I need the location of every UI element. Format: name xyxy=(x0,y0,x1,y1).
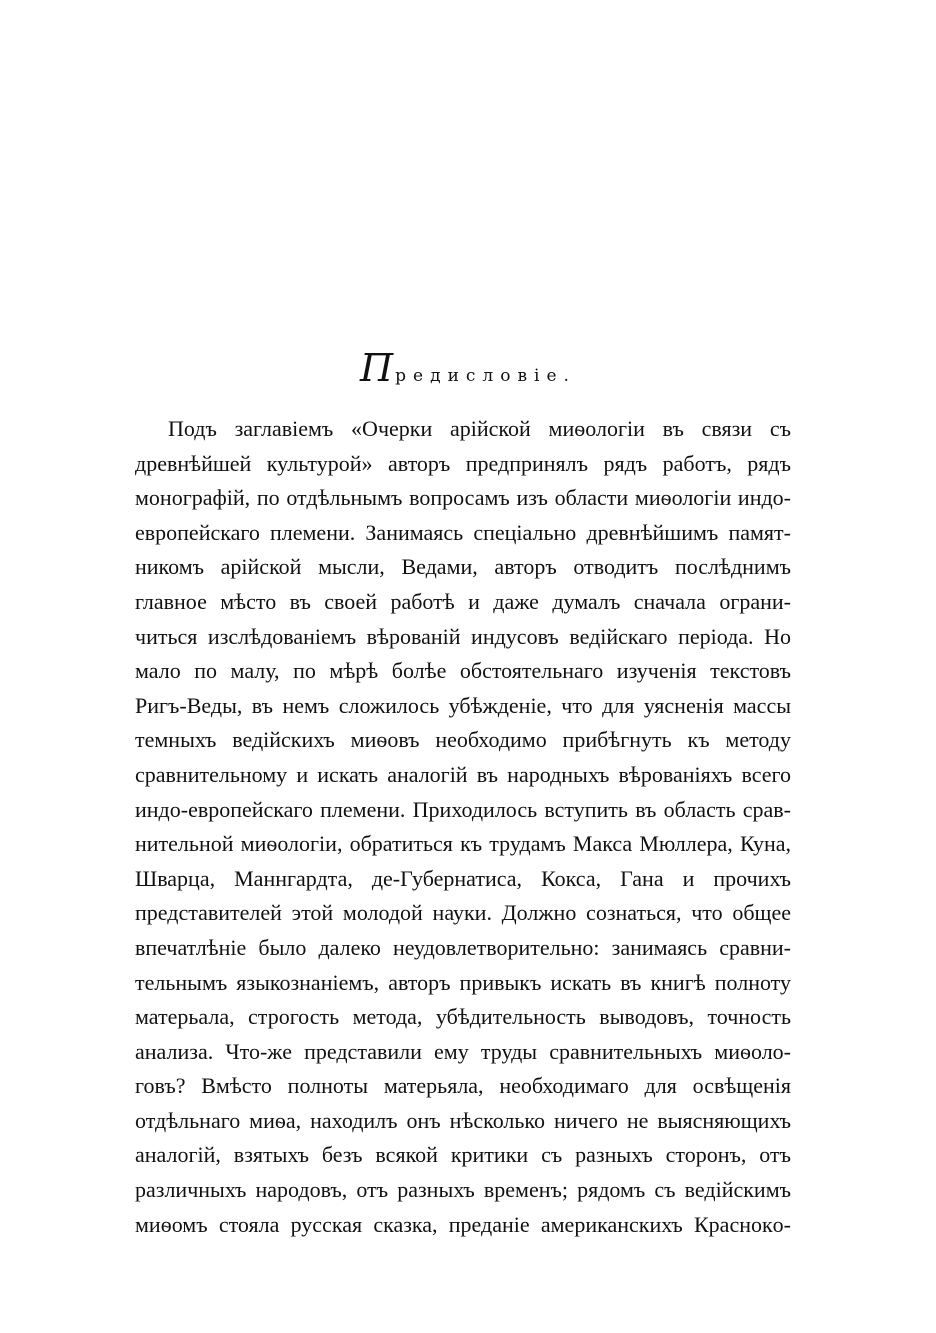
title-initial: П xyxy=(360,346,394,390)
text-line: анализа. Что-же представили ему труды сравнительныхъ миѳоло- xyxy=(135,1038,791,1064)
text-line: мало по малу, по мѣрѣ болѣе обстоятельнаго изученія текстовъ xyxy=(135,658,791,684)
text-line: Ригъ-Веды, въ немъ сложилось убѣжденіе, что для уясненія массы xyxy=(135,692,791,718)
title-rest: редисловіе. xyxy=(395,366,576,386)
text-line: монографій, по отдѣльнымъ вопросамъ изъ области миѳологіи индо- xyxy=(135,485,791,511)
text-line: тельнымъ языкознаніемъ, авторъ привыкъ искать въ книгѣ полноту xyxy=(135,969,791,995)
page-title xyxy=(0,348,936,396)
text-line: впечатлѣніе было далеко неудовлетворительно: занимаясь сравни- xyxy=(135,934,791,960)
text-line: читься изслѣдованіемъ вѣрованій индусовъ ведійскаго періода. Но xyxy=(135,623,791,649)
text-line: европейскаго племени. Занимаясь спеціально древнѣйшимъ памят- xyxy=(135,519,791,545)
text-line: главное мѣсто въ своей работѣ и даже думалъ сначала ограни- xyxy=(135,588,791,614)
body-text xyxy=(135,412,791,1242)
text-line: отдѣльнаго миѳа, находилъ онъ нѣсколько ничего не выясняющихъ xyxy=(135,1107,791,1133)
text-line: Шварца, Маннгардта, де-Губернатиса, Кокса, Гана и прочихъ xyxy=(135,865,791,891)
text-line: говъ? Вмѣсто полноты матерьяла, необходимаго для освѣщенія xyxy=(135,1073,791,1099)
text-line: различныхъ народовъ, отъ разныхъ временъ; рядомъ съ ведійскимъ xyxy=(135,1177,791,1203)
text-line: миѳомъ стояла русская сказка, преданіе американскихъ Краснокo- xyxy=(135,1211,791,1237)
text-line: матерьала, строгость метода, убѣдительность выводовъ, точность xyxy=(135,1004,791,1030)
text-line: Подъ заглавіемъ «Очерки арійской миѳологіи въ связи съ xyxy=(168,416,791,441)
text-line: нительной миѳологіи, обратиться къ трудамъ Макса Мюллера, Куна, xyxy=(135,831,791,857)
text-line: никомъ арійской мысли, Ведами, авторъ отводитъ послѣднимъ xyxy=(135,554,791,580)
text-line: представителей этой молодой науки. Должно сознаться, что общее xyxy=(135,900,791,926)
text-line: аналогій, взятыхъ безъ всякой критики съ разныхъ сторонъ, отъ xyxy=(135,1142,791,1168)
text-line: темныхъ ведійскихъ миѳовъ необходимо прибѣгнуть къ методу xyxy=(135,727,791,753)
text-line: сравнительному и искать аналогій въ народныхъ вѣрованіяхъ всего xyxy=(135,761,791,787)
text-line: древнѣйшей культурой» авторъ предпринялъ рядъ работъ, рядъ xyxy=(135,450,791,476)
text-line: индо-европейскаго племени. Приходилось вступить въ область срав- xyxy=(135,796,791,822)
